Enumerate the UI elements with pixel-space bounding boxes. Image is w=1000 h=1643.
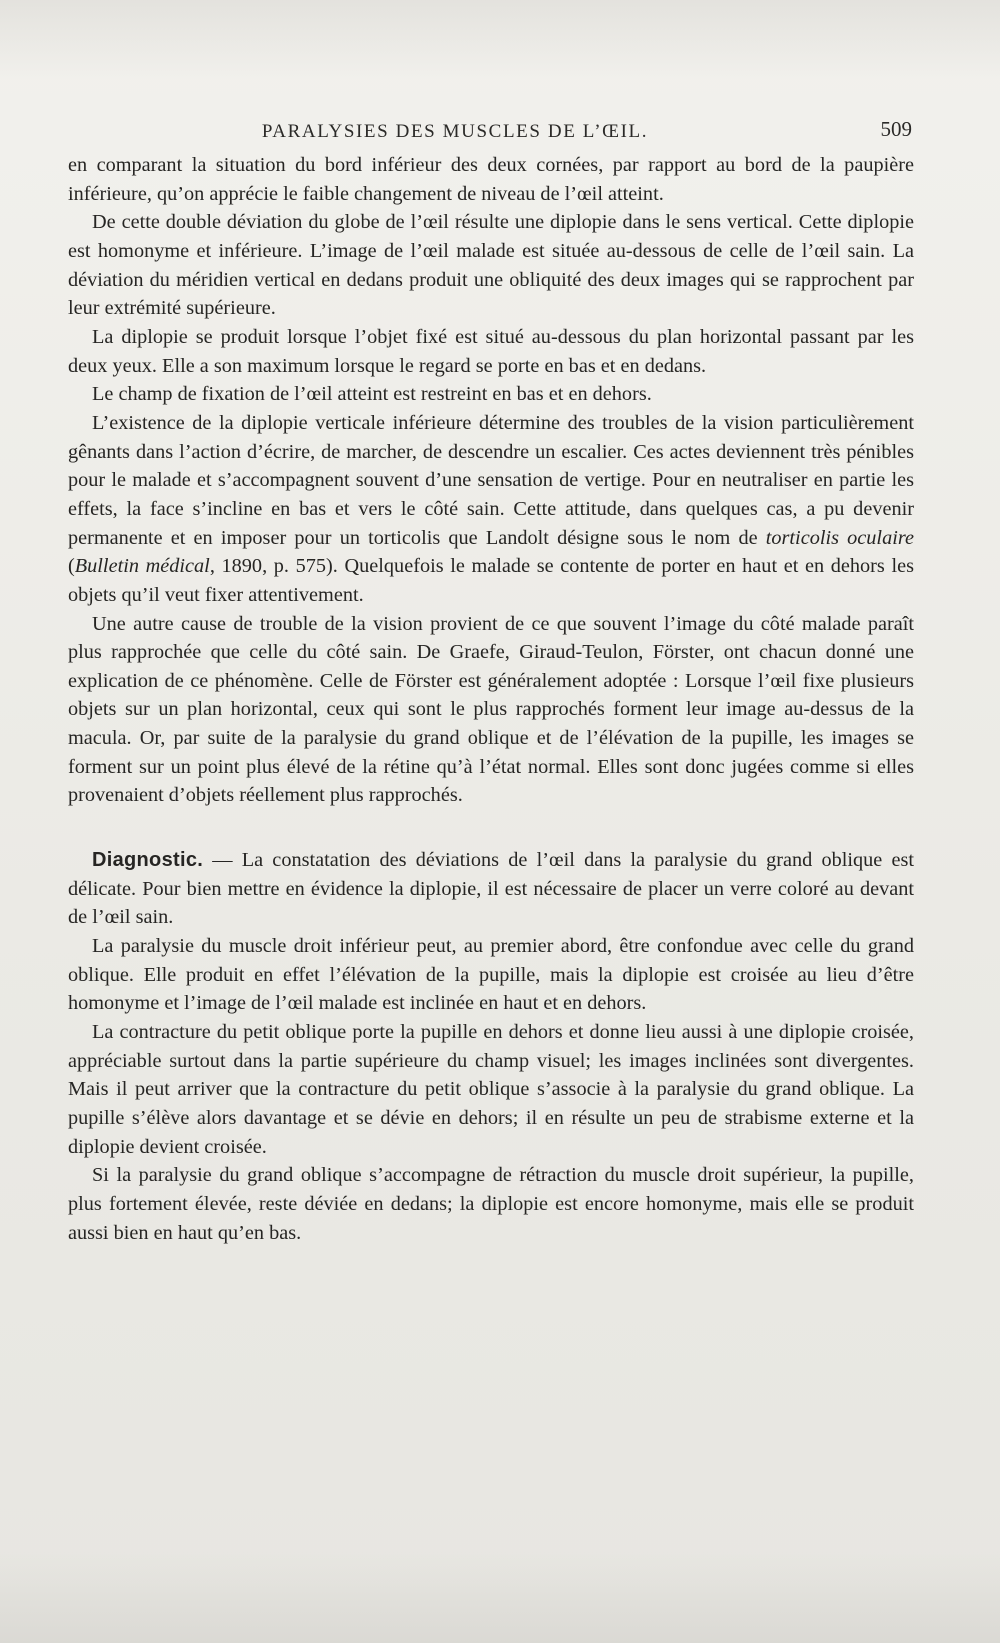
paragraph-9: La contracture du petit oblique porte la pupille en dehors et donne lieu aussi à une diplopie croisée, appréciable surtout dans la partie supérieure du champ visuel; les images inclinées sont divergentes. Mais il peut arriver que la contracture du petit oblique s’associe à la paralysie du grand oblique. La pupille s’élève alors davantage et se dévie en dehors; il en résulte un peu de strabisme externe et la diplopie devient croisée. [68,1021,914,1158]
paragraph-diagnostic [68,846,914,932]
paragraph-5-text-a: L’existence de la diplopie verticale inférieure détermine des troubles de la vision particulièrement gênants dans l’action d’écrire, de marcher, de descendre un escalier. Ces actes deviennent très pénibles pour le malade et s’accompagnent souvent d’une sensation de vertige. Pour en neutraliser en partie les effets, la face s’incline en bas et vers le côté sain. Cette attitude, dans quelques cas, a pu devenir permanente et en imposer pour un torticolis que Landolt désigne sous le nom de [68,411,914,549]
paragraph-10: Si la paralysie du grand oblique s’accompagne de rétraction du muscle droit supérieur, la pupille, plus fortement élevée, reste déviée en dedans; la diplopie est encore homonyme, mais elle se produit aussi bien en haut qu’en bas. [68,1164,914,1244]
citation-source: Bulletin médical [74,555,210,578]
paragraph-6: Une autre cause de trouble de la vision provient de ce que souvent l’image du côté malade paraît plus rapprochée que celle du côté sain. De Graefe, Giraud-Teulon, Förster, ont chacun donné une explication de ce phénomène. Celle de Förster est généralement adoptée : Lorsque l’œil fixe plusieurs objets sur un plan horizontal, ceux qui sont le plus rapprochés forment leur image au-dessus de la macula. Or, par suite de la paralysie du grand oblique et de l’élévation de la pupille, les images se forment sur un point plus élevé de la rétine qu’à l’état normal. Elles sont donc jugées comme si elles provenaient d’objets réellement plus rapprochés. [68,612,914,807]
running-title: PARALYSIES DES MUSCLES DE L’ŒIL. [261,121,649,142]
paragraph-8: La paralysie du muscle droit inférieur peut, au premier abord, être confondue avec celle du grand oblique. Elle produit en effet l’élévation de la pupille, mais la diplopie est croisée au lieu d’être homonyme et l’image de l’œil malade est inclinée en haut et en dehors. [68,935,914,1015]
paragraph-5 [68,409,914,610]
citation-term: torticolis oculaire [765,526,914,549]
section-heading: Diagnostic. [92,849,204,872]
paragraph-3: La diplopie se produit lorsque l’objet fixé est situé au-dessous du plan horizontal passant par les deux yeux. Elle a son maximum lorsque le regard se porte en bas et en dedans. [68,325,914,377]
paragraph-2: De cette double déviation du globe de l’œil résulte une diplopie dans le sens vertical. Cette diplopie est homonyme et inférieure. L’image de l’œil malade est située au-dessous de celle de l’œil sain. La déviation du méridien vertical en dedans produit une obliquité des deux images qui se rapprochent par leur extrémité supérieure. [68,211,914,320]
page-header [70,117,912,147]
paragraph-5-text-c: , 1890, p. 575). Quelquefois le malade se contente de porter en haut et en dehors les objets qu’il veut fixer attentivement. [68,555,914,606]
paragraph-5-text-b: ( [68,555,75,578]
paragraph-4: Le champ de fixation de l’œil atteint est restreint en bas et en dehors. [92,383,652,406]
page-shading-bottom [0,1553,1000,1643]
page-number: 509 [880,117,912,141]
page-shading-top [0,0,1000,80]
paragraph-1: en comparant la situation du bord inférieur des deux cornées, par rapport au bord de la paupière inférieure, qu’on apprécie le faible changement de niveau de l’œil atteint. [68,154,914,205]
body-text [68,151,914,1247]
diagnostic-text: — La constatation des déviations de l’œil dans la paralysie du grand oblique est délicate. Pour bien mettre en évidence la diplopie, il est nécessaire de placer un verre coloré au devant de l’œil sain. [68,849,914,929]
